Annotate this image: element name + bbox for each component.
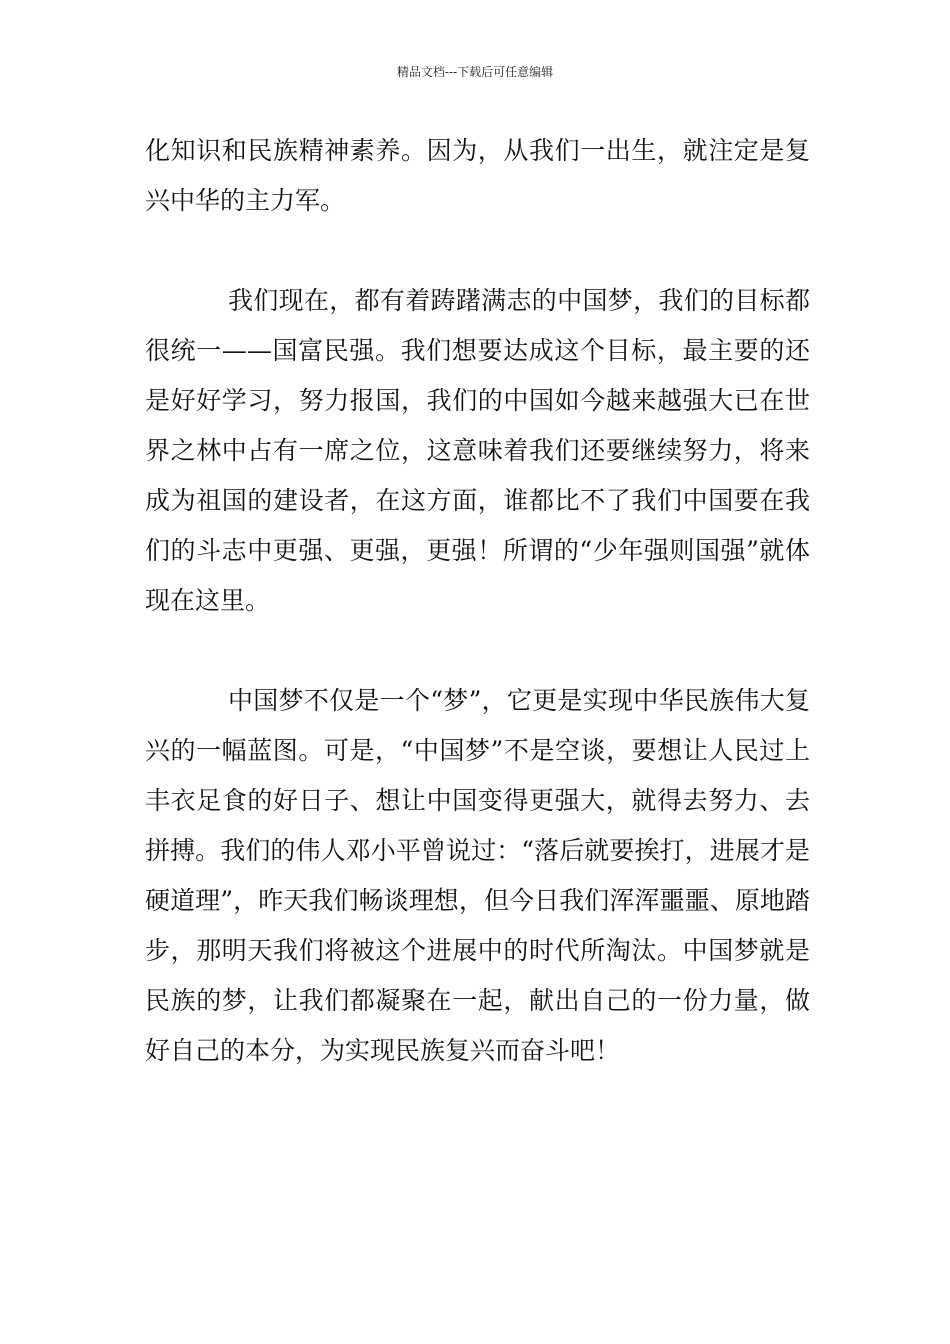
page-header: 精品文档---下载后可任意编辑 [396, 65, 554, 79]
paragraph: 我们现在，都有着踌躇满志的中国梦，我们的目标都很统一——国富民强。我们想要达成这个目标，最主要的还是好好学习，努力报国，我们的中国如今越来越强大已在世界之林中占有一席之位，这意味着我们还要继续努力，将来成为祖国的建设者，在这方面，谁都比不了我们中国要在我们的斗志中更强、更强，更强！所谓的“少年强则国强”就体现在这里。 [145, 286, 810, 615]
paragraph: 中国梦不仅是一个“梦”，它更是实现中华民族伟大复兴的一幅蓝图。可是，“中国梦”不是空谈，要想让人民过上丰衣足食的好日子、想让中国变得更强大，就得去努力、去拼搏。我们的伟人邓小平曾说过：“落后就要挨打，进展才是硬道理”，昨天我们畅谈理想，但今日我们浑浑噩噩、原地踏步，那明天我们将被这个进展中的时代所淘汰。中国梦就是民族的梦，让我们都凝聚在一起，献出自己的一份力量，做好自己的本分，为实现民族复兴而奋斗吧！ [145, 686, 810, 1065]
document-body [145, 126, 810, 1076]
paragraph-continuation: 化知识和民族精神素养。因为，从我们一出生，就注定是复兴中华的主力军。 [145, 136, 810, 215]
